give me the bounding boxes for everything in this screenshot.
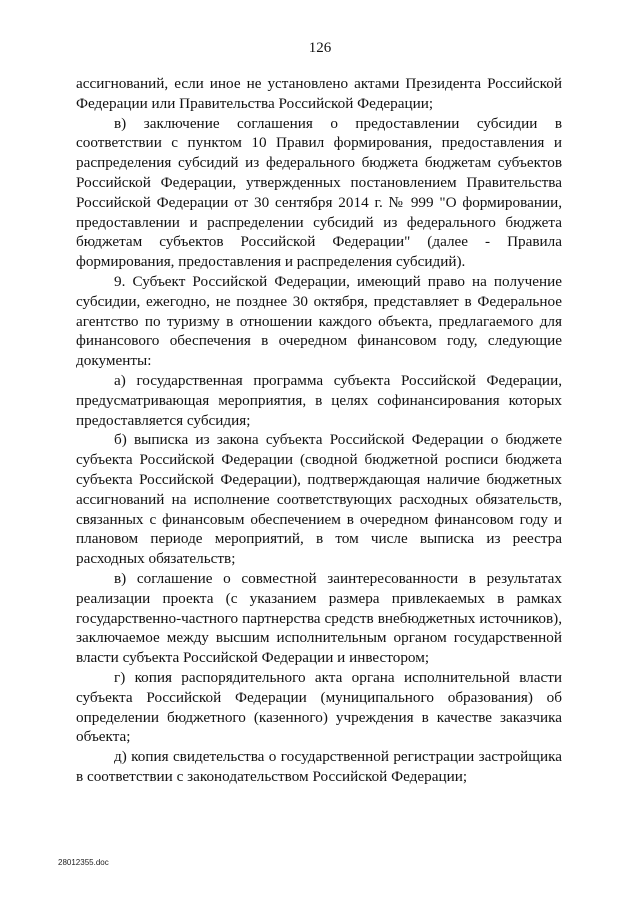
paragraph-continuation: ассигнований, если иное не установлено актами Президента Российской Федерации или Правительства Российской Федерации; xyxy=(76,75,562,112)
paragraph-item-v-agreement: в) заключение соглашения о предоставлении субсидии в соответствии с пунктом 10 Правил формирования, предоставления и распределения субсидий из федерального бюджета бюджетам субъектов Российской Федерации, утвержденных постановлением Правительства Российской Федерации от 30 сентября 2014 г. № 999 "О формировании, предоставлении и распределении субсидий из федерального бюджета бюджетам субъектов Российской Федерации" (далее - Правила формирования, предоставления и распределения субсидий). xyxy=(76,114,562,271)
paragraph-item-g: г) копия распорядительного акта органа исполнительной власти субъекта Российской Федерации (муниципального образования) об определении бюджетного (казенного) учреждения в качестве заказчика объекта; xyxy=(76,668,562,746)
paragraph-item-a: а) государственная программа субъекта Российской Федерации, предусматривающая мероприятия, в целях софинансирования которых предоставляется субсидия; xyxy=(76,371,562,429)
page-number: 126 xyxy=(308,40,332,56)
paragraph-item-b: б) выписка из закона субъекта Российской Федерации о бюджете субъекта Российской Федерации (сводной бюджетной росписи бюджета субъекта Российской Федерации), подтверждающая наличие бюджетных ассигнований на исполнение соответствующих расходных обязательств, связанных с финансовым обеспечением в очередном финансовом году и плановом периоде мероприятий, в том числе выписка из реестра расходных обязательств; xyxy=(76,431,562,568)
paragraph-item-v: в) соглашение о совместной заинтересованности в результатах реализации проекта (с указанием размера привлекаемых в рамках государственно-частного партнерства средств внебюджетных источников), заключаемое между высшим исполнительным органом государственной власти субъекта Российской Федерации и инвестором; xyxy=(76,569,562,667)
footer-file-name: 28012355.doc xyxy=(58,858,109,867)
document-body xyxy=(76,74,562,787)
paragraph-item-d: д) копия свидетельства о государственной регистрации застройщика в соответствии с законодательством Российской Федерации; xyxy=(76,748,562,785)
paragraph-9: 9. Субъект Российской Федерации, имеющий право на получение субсидии, ежегодно, не позднее 30 октября, представляет в Федеральное агентство по туризму в отношении каждого объекта, предлагаемого для финансового обеспечения в очередном финансовом году, следующие документы: xyxy=(76,272,562,370)
